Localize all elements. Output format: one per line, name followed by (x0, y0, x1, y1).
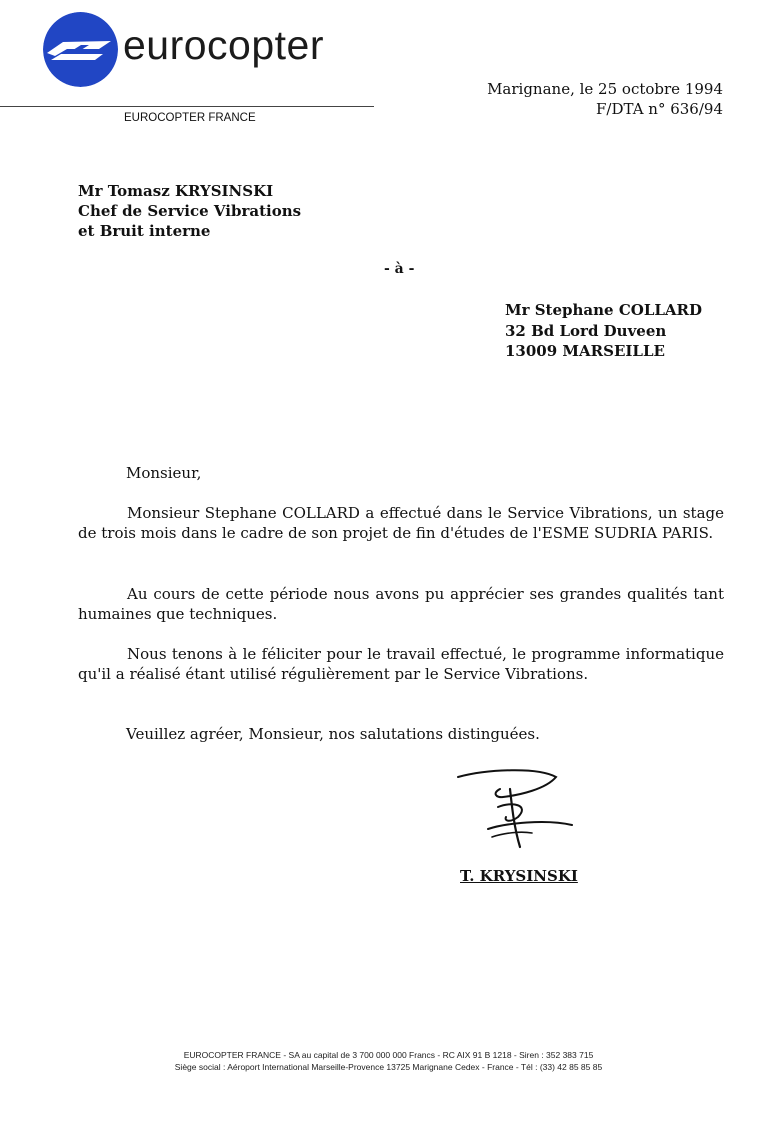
recipient-name: Mr Stephane COLLARD (505, 301, 703, 319)
body-paragraph-2: Au cours de cette période nous avons pu apprécier ses grandes qualités tant humaines que techniques. (78, 585, 724, 623)
recipient-block (505, 300, 702, 362)
footer-company-info: EUROCOPTER FRANCE - SA au capital de 3 700 000 000 Francs - RC AIX 91 B 1218 - Siren : 352 383 715 (183, 1050, 594, 1060)
body-paragraph-1: Monsieur Stephane COLLARD a effectué dans le Service Vibrations, un stage de trois mois dans le cadre de son projet de fin d'études de l'ESME SUDRIA PARIS. (78, 504, 724, 542)
greeting: Monsieur, (126, 464, 202, 482)
header-divider (0, 106, 374, 107)
date-reference-block (487, 79, 723, 119)
signer-name: T. KRYSINSKI (460, 867, 578, 885)
to-marker: - à - (384, 261, 415, 277)
sender-name: Mr Tomasz KRYSINSKI (78, 182, 274, 200)
recipient-city: 13009 MARSEILLE (505, 342, 665, 360)
company-wordmark: eurocopter (123, 22, 325, 68)
closing-line: Veuillez agréer, Monsieur, nos salutations distinguées. (126, 725, 540, 743)
company-subtitle: EUROCOPTER FRANCE (124, 112, 256, 124)
eurocopter-logo-icon (43, 12, 118, 87)
footer-address: Siège social : Aéroport International Marseille-Provence 13725 Marignane Cedex - France - Tél : (33) 42 85 85 85 (174, 1062, 603, 1072)
sender-block (78, 181, 301, 241)
body-paragraph-3: Nous tenons à le féliciter pour le travail effectué, le programme informatique qu'il a réalisé étant utilisé régulièrement par le Service Vibrations. (78, 645, 724, 683)
recipient-street: 32 Bd Lord Duveen (505, 321, 667, 340)
date-line: Marignane, le 25 octobre 1994 (487, 80, 723, 98)
sender-title: Chef de Service Vibrations (78, 202, 302, 220)
handwritten-signature (448, 767, 578, 862)
reference-number: F/DTA n° 636/94 (596, 100, 723, 118)
sender-title-cont: et Bruit interne (78, 222, 211, 240)
